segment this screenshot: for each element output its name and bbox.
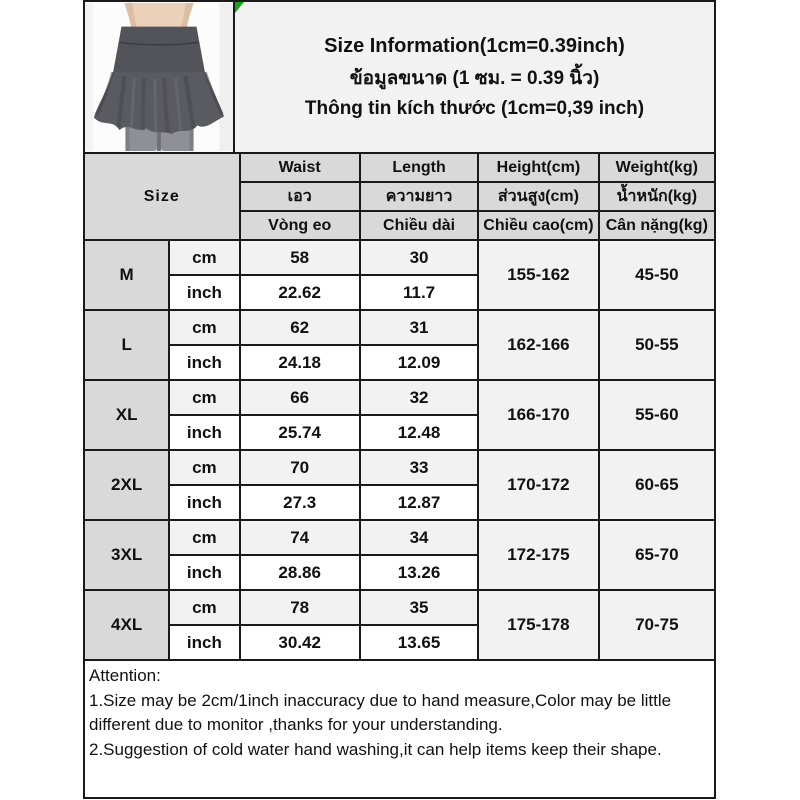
unit-inch: inch [169,275,239,310]
table-row [84,450,715,485]
length-inch: 13.65 [360,625,478,660]
unit-inch: inch [169,345,239,380]
size-label-l: L [84,310,169,380]
title-english: Size Information(1cm=0.39inch) [324,34,625,57]
col-header-height-vi: Chiều cao(cm) [478,211,598,240]
unit-inch: inch [169,625,239,660]
skirt-leggings-illustration [85,2,233,152]
length-cm: 32 [360,380,478,415]
size-label-xl: XL [84,380,169,450]
length-cm: 33 [360,450,478,485]
size-label-m: M [84,240,169,310]
unit-cm: cm [169,520,239,555]
col-header-height-th: ส่วนสูง(cm) [478,182,598,211]
height-range: 162-166 [478,310,598,380]
col-header-length-vi: Chiều dài [360,211,478,240]
size-label-3xl: 3XL [84,520,169,590]
size-label-4xl: 4XL [84,590,169,660]
waist-inch: 30.42 [240,625,360,660]
unit-cm: cm [169,590,239,625]
waist-cm: 74 [240,520,360,555]
length-inch: 11.7 [360,275,478,310]
attention-line-2: 2.Suggestion of cold water hand washing,it can help items keep their shape. [89,739,662,759]
table-row [84,240,715,275]
length-inch: 12.87 [360,485,478,520]
height-range: 172-175 [478,520,598,590]
col-header-waist-en: Waist [240,153,360,182]
attention-heading: Attention: [89,666,161,685]
waist-cm: 62 [240,310,360,345]
height-range: 170-172 [478,450,598,520]
waist-inch: 27.3 [240,485,360,520]
unit-inch: inch [169,415,239,450]
size-table [83,152,716,661]
col-header-weight-th: น้ำหนัก(kg) [599,182,715,211]
attention-note [83,661,716,799]
size-header-cell: Size [84,153,240,240]
length-cm: 30 [360,240,478,275]
height-range: 166-170 [478,380,598,450]
col-header-waist-vi: Vòng eo [240,211,360,240]
waist-inch: 25.74 [240,415,360,450]
weight-range: 45-50 [599,240,715,310]
unit-cm: cm [169,380,239,415]
length-cm: 31 [360,310,478,345]
table-row [84,590,715,625]
weight-range: 65-70 [599,520,715,590]
header-row [83,0,716,152]
size-chart-sheet [83,0,716,799]
size-label-2xl: 2XL [84,450,169,520]
waist-inch: 28.86 [240,555,360,590]
header-row-en [84,153,715,182]
waist-inch: 24.18 [240,345,360,380]
unit-cm: cm [169,310,239,345]
col-header-height-en: Height(cm) [478,153,598,182]
title-vietnamese: Thông tin kích thước (1cm=0,39 inch) [304,97,645,119]
unit-inch: inch [169,485,239,520]
table-row [84,310,715,345]
green-corner-marker-icon [235,2,245,13]
waist-cm: 66 [240,380,360,415]
weight-range: 50-55 [599,310,715,380]
col-header-length-th: ความยาว [360,182,478,211]
table-row [84,520,715,555]
length-inch: 13.26 [360,555,478,590]
waist-cm: 70 [240,450,360,485]
weight-range: 60-65 [599,450,715,520]
weight-range: 55-60 [599,380,715,450]
waist-cm: 58 [240,240,360,275]
size-information-title [235,2,714,152]
title-thai: ข้อมูลขนาด (1 ซม. = 0.39 นิ้ว) [349,67,600,89]
length-inch: 12.09 [360,345,478,380]
length-cm: 35 [360,590,478,625]
table-row [84,380,715,415]
unit-inch: inch [169,555,239,590]
col-header-length-en: Length [360,153,478,182]
unit-cm: cm [169,240,239,275]
unit-cm: cm [169,450,239,485]
product-photo [85,2,235,152]
length-cm: 34 [360,520,478,555]
length-inch: 12.48 [360,415,478,450]
waist-cm: 78 [240,590,360,625]
height-range: 155-162 [478,240,598,310]
waist-inch: 22.62 [240,275,360,310]
height-range: 175-178 [478,590,598,660]
col-header-weight-vi: Cân nặng(kg) [599,211,715,240]
col-header-weight-en: Weight(kg) [599,153,715,182]
col-header-waist-th: เอว [240,182,360,211]
weight-range: 70-75 [599,590,715,660]
attention-line-1: 1.Size may be 2cm/1inch inaccuracy due to hand measure,Color may be little different due to monitor ,thanks for your understanding. [89,690,672,735]
